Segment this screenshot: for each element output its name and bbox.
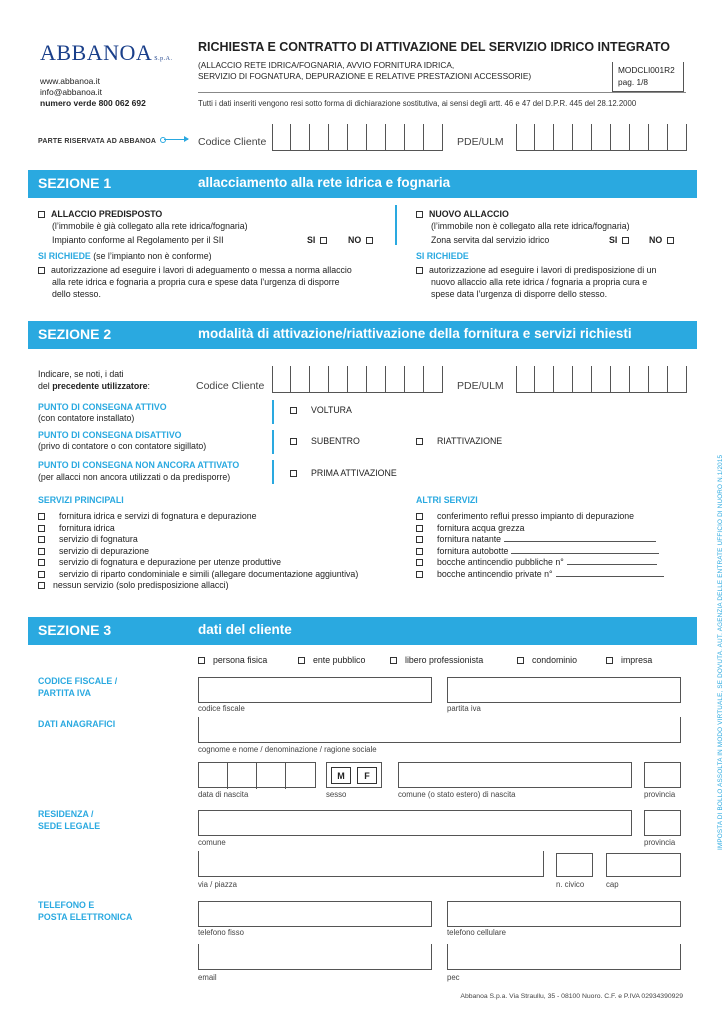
prev-user-label: Indicare, se noti, i dati [38, 369, 124, 379]
residenza-label: RESIDENZA / [38, 809, 94, 819]
nuovo-allaccio-option[interactable]: NUOVO ALLACCIO [416, 209, 509, 221]
provincia-nascita-caption: provincia [644, 790, 676, 799]
conforme-label: Impianto conforme al Regolamento per il SII [52, 235, 224, 245]
auth-adeguamento-option[interactable]: autorizzazione ad eseguire i lavori di adeguamento o messa a norma allaccio [38, 265, 352, 277]
codice-cliente-field[interactable] [272, 124, 443, 151]
list-item[interactable]: fornitura natante [416, 534, 664, 546]
cap-caption: cap [606, 880, 619, 889]
sede-legale-label: SEDE LEGALE [38, 821, 101, 831]
list-item[interactable]: fornitura acqua grezza [416, 523, 664, 535]
page-title: RICHIESTA E CONTRATTO DI ATTIVAZIONE DEL SERVIZIO IDRICO INTEGRATO [198, 40, 671, 54]
tipo-ente-pubblico[interactable]: ente pubblico [298, 655, 365, 667]
declaration-text: Tutti i dati inseriti vengono resi sotto forma di dichiarazione sostitutiva, ai sensi degli artt. 46 e 47 del D.P.R. 445 del 28.12.2000 [198, 99, 637, 108]
telefono-fisso-input[interactable] [198, 901, 432, 927]
punto-disattivo-title: PUNTO DI CONSEGNA DISATTIVO [38, 430, 182, 440]
telefono-fisso-caption: telefono fisso [198, 928, 244, 937]
section-3-header: SEZIONE 3 dati del cliente [28, 617, 697, 645]
data-nascita-input[interactable] [198, 762, 316, 788]
nome-input[interactable] [198, 717, 681, 743]
sesso-m-option[interactable]: M [331, 767, 351, 784]
comune-caption: comune [198, 838, 226, 847]
sesso-caption: sesso [326, 790, 347, 799]
allaccio-predisposto-desc: (l’immobile è già collegato alla rete idrica/fognaria) [52, 221, 248, 231]
prev-codice-cliente-label: Codice Cliente [196, 380, 265, 392]
list-item[interactable]: servizio di depurazione [38, 546, 358, 558]
email-link[interactable]: info@abbanoa.it [40, 87, 103, 97]
prima-attivazione-option[interactable]: PRIMA ATTIVAZIONE [290, 468, 397, 480]
partita-iva-caption: partita iva [447, 704, 481, 713]
partita-iva-input[interactable] [447, 677, 681, 703]
punto-non-attivato-title: PUNTO DI CONSEGNA NON ANCORA ATTIVATO [38, 460, 240, 470]
list-item[interactable]: fornitura autobotte [416, 546, 664, 558]
telefono-label: TELEFONO E [38, 900, 95, 910]
auth-predisposizione-option[interactable]: autorizzazione ad eseguire i lavori di predisposizione di un [416, 265, 656, 277]
civico-input[interactable] [556, 853, 593, 877]
email-caption: email [198, 973, 217, 982]
provincia-caption: provincia [644, 838, 676, 847]
altri-servizi-title: ALTRI SERVIZI [416, 495, 478, 505]
list-item[interactable]: servizio di riparto condominiale e simili (allegare documentazione aggiuntiva) [38, 569, 358, 581]
cap-input[interactable] [606, 853, 681, 877]
side-stamp-text: IMPOSTA DI BOLLO ASSOLTA IN MODO VIRTUALE, SE DOVUTA. AUT. AGENZIA DELLE ENTRATE UFFICIO DI NUORO N.1/2015 [717, 454, 724, 850]
auth-predisposizione-text-end: spese data l’urgenza di disporre dello stesso. [431, 289, 608, 299]
divider-bar [272, 400, 274, 424]
punto-disattivo-desc: (privo di contatore o con contatore sigillato) [38, 441, 207, 451]
zona-label: Zona servita dal servizio idrico [431, 235, 550, 245]
list-item[interactable]: servizio di fognatura [38, 534, 358, 546]
email-input[interactable] [198, 944, 432, 970]
si-richiede-left: SI RICHIEDE (se l’impianto non è conforme) [38, 251, 212, 261]
pec-input[interactable] [447, 944, 681, 970]
footer-text: Abbanoa S.p.a. Via Straullu, 35 - 08100 Nuoro. C.F. e P.IVA 02934390929 [460, 993, 683, 1000]
nuovo-allaccio-desc: (l’immobile non è collegato alla rete idrica/fognaria) [431, 221, 630, 231]
punto-non-attivato-desc: (per allacci non ancora utilizzati o da predisporre) [38, 472, 231, 482]
provincia-input[interactable] [644, 810, 681, 836]
prev-codice-cliente-field[interactable] [272, 366, 443, 393]
divider-bar [272, 430, 274, 454]
list-item[interactable]: servizio di fognatura e depurazione per utenze produttive [38, 557, 358, 569]
phone-number: numero verde 800 062 692 [40, 98, 146, 108]
comune-input[interactable] [198, 810, 632, 836]
conforme-no[interactable]: NO [348, 235, 379, 247]
via-caption: via / piazza [198, 880, 238, 889]
comune-nascita-input[interactable] [398, 762, 632, 788]
subentro-option[interactable]: SUBENTRO [290, 436, 360, 448]
punto-attivo-title: PUNTO DI CONSEGNA ATTIVO [38, 402, 167, 412]
list-item[interactable]: bocche antincendio private n° [416, 569, 664, 581]
auth-predisposizione-text: nuovo allaccio alla rete idrica / fognaria a propria cura e [431, 277, 648, 287]
prev-pde-label: PDE/ULM [457, 380, 504, 392]
divider-bar [395, 205, 397, 245]
codice-fiscale-input[interactable] [198, 677, 432, 703]
sesso-field [326, 762, 382, 788]
list-item[interactable]: bocche antincendio pubbliche n° [416, 557, 664, 569]
prev-pde-field[interactable] [516, 366, 687, 393]
divider-bar [272, 460, 274, 484]
voltura-option[interactable]: VOLTURA [290, 405, 352, 417]
pec-caption: pec [447, 973, 460, 982]
civico-caption: n. civico [556, 880, 585, 889]
tipo-condominio[interactable]: condominio [517, 655, 577, 667]
via-input[interactable] [198, 851, 544, 877]
divider [198, 92, 686, 93]
arrow-icon [164, 139, 188, 140]
codice-cliente-label: Codice Cliente [198, 136, 267, 148]
conforme-si[interactable]: SI [307, 235, 333, 247]
checkbox-icon[interactable] [38, 211, 45, 218]
allaccio-predisposto-option[interactable]: ALLACCIO PREDISPOSTO [38, 209, 162, 221]
auth-adeguamento-text-end: dello stesso. [52, 289, 101, 299]
servizi-principali-list [38, 511, 358, 592]
telefono-cellulare-caption: telefono cellulare [447, 928, 506, 937]
altri-servizi-list [416, 511, 664, 580]
list-item[interactable]: fornitura idrica e servizi di fognatura e depurazione [38, 511, 358, 523]
comune-nascita-caption: comune (o stato estero) di nascita [398, 790, 516, 799]
cf-label: CODICE FISCALE / [38, 676, 118, 686]
zona-no[interactable]: NO [649, 235, 680, 247]
section-2-header: SEZIONE 2 modalità di attivazione/riattivazione della fornitura e servizi richiesti [28, 321, 697, 349]
si-richiede-right: SI RICHIEDE [416, 251, 469, 261]
pde-label: PDE/ULM [457, 136, 504, 148]
punto-attivo-desc: (con contatore installato) [38, 413, 135, 423]
pde-field[interactable] [516, 124, 687, 151]
list-item[interactable]: fornitura idrica [38, 523, 358, 535]
page-subtitle: (ALLACCIO RETE IDRICA/FOGNARIA, AVVIO FORNITURA IDRICA, SERVIZIO DI FOGNATURA, DEPURAZIONE E RELATIVE PRESTAZIONI ACCESSORIE) [198, 60, 532, 81]
section-1-header: SEZIONE 1 allacciamento alla rete idrica e fognaria [28, 170, 697, 198]
tipo-persona-fisica[interactable]: persona fisica [198, 655, 267, 667]
reserved-label: PARTE RISERVATA AD ABBANOA [38, 138, 157, 145]
list-item[interactable]: nessun servizio (solo predisposizione allacci) [38, 580, 358, 592]
riattivazione-option[interactable]: RIATTIVAZIONE [416, 436, 502, 448]
provincia-nascita-input[interactable] [644, 762, 681, 788]
nome-caption: cognome e nome / denominazione / ragione sociale [198, 745, 377, 754]
tipo-libero-professionista[interactable]: libero professionista [390, 655, 483, 667]
prev-user-label-2: del precedente utilizzatore: [38, 381, 150, 391]
website-link[interactable]: www.abbanoa.it [40, 76, 101, 86]
telefono-cellulare-input[interactable] [447, 901, 681, 927]
abbanoa-logo: ABBANOA S.p.A. [40, 40, 173, 65]
zona-si[interactable]: SI [609, 235, 635, 247]
data-nascita-caption: data di nascita [198, 790, 249, 799]
doc-code-box: MODCLI001R2 pag. 1/8 [612, 62, 684, 92]
auth-adeguamento-text: alla rete idrica e fognaria a propria cura e spese data l’urgenza di disporre [52, 277, 340, 287]
codice-fiscale-caption: codice fiscale [198, 704, 245, 713]
tipo-impresa[interactable]: impresa [606, 655, 652, 667]
anagrafici-label: DATI ANAGRAFICI [38, 719, 116, 729]
list-item[interactable]: conferimento reflui presso impianto di depurazione [416, 511, 664, 523]
servizi-principali-title: SERVIZI PRINCIPALI [38, 495, 124, 505]
sesso-f-option[interactable]: F [357, 767, 377, 784]
posta-elettronica-label: POSTA ELETTRONICA [38, 912, 133, 922]
piva-label: PARTITA IVA [38, 688, 91, 698]
